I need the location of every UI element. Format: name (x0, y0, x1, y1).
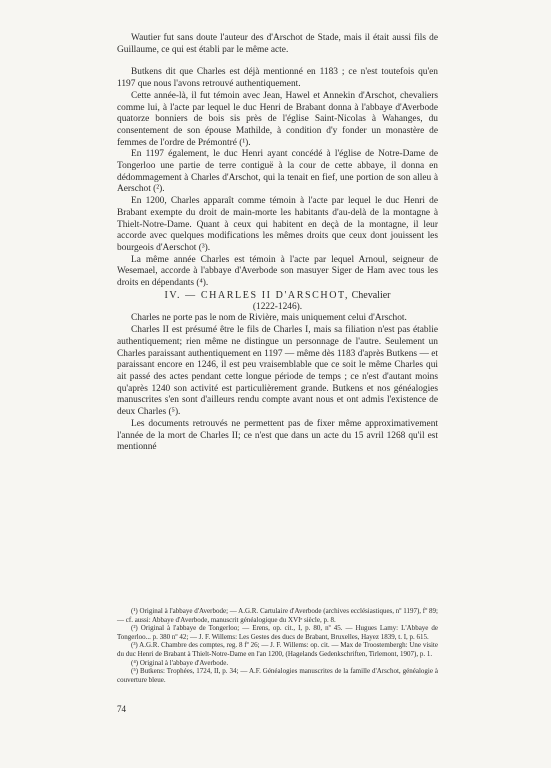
paragraph-4: En 1197 également, le duc Henri ayant concédé à l'église de Notre-Dame de Tongerloo une partie de terre contiguë à la cour de cette abbaye, il donna en dédommagement à Charles d'Arschot, qui la tenait en fief, une portion de son alleu à Aerschot (²). (117, 149, 438, 195)
paragraph-3: Cette année-là, il fut témoin avec Jean, Hawel et Annekin d'Arschot, chevaliers comme lui, à l'acte par lequel le duc Henri de Brabant donna à l'abbaye d'Averbode quatorze bonniers de bois sis près de l'église Saint-Nicolas à Wahanges, du consentement de son épouse Mathilde, à condition d'y fonder un monastère de femmes de l'ordre de Prémontré (¹). (117, 90, 438, 148)
paragraph-9: Les documents retrouvés ne permettent pas de fixer même approximativement l'année de la mort de Charles II; ce n'est que dans un acte du 15 avril 1268 qu'il est mentionné (117, 418, 438, 453)
section-heading-dates: (1222-1246). (252, 301, 303, 312)
body-text (117, 33, 438, 454)
paragraph-2: Butkens dit que Charles est déjà mentionné en 1183 ; ce n'est toutefois qu'en 1197 que nous l'avons retrouvé authentiquement. (117, 67, 438, 90)
footnotes (117, 607, 438, 684)
paragraph-6: La même année Charles est témoin à l'acte par lequel Arnoul, seigneur de Wesemael, accorde à l'abbaye d'Averbode son masuyer Siger de Ham avec tous les droits en dépendants (⁴). (117, 254, 438, 289)
page-number: 74 (117, 704, 126, 714)
paragraph-1: Wautier fut sans doute l'auteur des d'Arschot de Stade, mais il était aussi fils de Guillaume, ce qui est établi par le même acte. (117, 33, 438, 55)
paragraph-5: En 1200, Charles apparaît comme témoin à l'acte par lequel le duc Henri de Brabant exempte du droit de main-morte les habitants d'au-delà de la montagne à Thielt-Notre-Dame. Quant à ceux qui habitent en deçà de la montagne, il leur accorde avec quelques modifications les mêmes droits que ceux dont jouissent les bourgeois d'Aerschot (³). (117, 196, 438, 253)
footnote-2: (²) Original à l'abbaye de Tongerloo; — Erens, op. cit., I, p. 80, nº 45. — Hugues Lamy: L'Abbaye de Tongerloo... p. 380 nº 42; — J. F. Willems: Les Gestes des ducs de Brabant, Bruxelles, Hayez 1839, t. I, p. 615. (117, 624, 438, 641)
footnote-4: (⁴) Original à l'abbaye d'Averbode. (131, 658, 229, 667)
section-heading-name: IV. — CHARLES II D'ARSCHOT, (164, 289, 350, 301)
paragraph-7: Charles ne porte pas le nom de Rivière, mais uniquement celui d'Arschot. (131, 313, 407, 324)
section-heading-title: Chevalier (351, 289, 391, 301)
footnote-3: (³) A.G.R. Chambre des comptes, reg. 8 fº 26; — J. F. Willems: op. cit. — Max de Troostembergh: Une visite du duc Henri de Brabant à Thielt-Notre-Dame en l'an 1200, (Hagelands Gedenkschriften, Tirlemont, 1907), p. 1. (117, 641, 438, 658)
footnote-1: (¹) Original à l'abbaye d'Averbode; — A.G.R. Cartulaire d'Averbode (archives ecclésiastiques, nº 1197), fº 89; — cf. aussi: Abbaye d'Averbode, manuscrit généalogique du XVIᵉ siècle, p. 8. (117, 607, 438, 624)
section-heading (117, 290, 438, 302)
paragraph-8: Charles II est présumé être le fils de Charles I, mais sa filiation n'est pas établie authentiquement; rien même ne distingue un personnage de l'autre. Seulement un Charles paraissant authentiquement en 1197 — même dès 1183 d'après Butkens — et paraissant encore en 1246, il est peu vraisemblable que ce soit le même Charles qui ait passé des actes pendant cette longue période de temps ; ce n'est d'autant moins qu'après 1240 son activité est particulièrement grande. Butkens et nos généalogies manuscrites s'en sont d'ailleurs rendu compte avant nous et ont admis l'existence de deux Charles (⁵). (117, 325, 438, 418)
footnote-5: (⁵) Butkens: Trophées, 1724, II, p. 34; — A.F. Généalogies manuscrites de la famille d'Arschot, généalogie à couverture bleue. (117, 667, 438, 684)
